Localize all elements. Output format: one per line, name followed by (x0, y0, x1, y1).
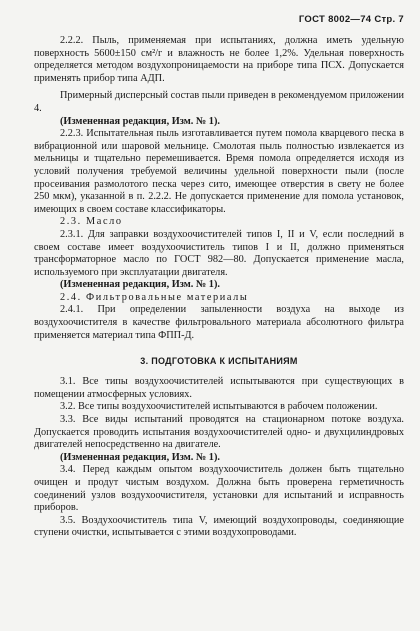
paragraph-3-4: 3.4. Перед каждым опытом воздухоочиститель должен быть тщательно очищен и продут чистым воздухом. Должна быть проверена герметичность соединений узлов воздухоочистителя, установки для испытаний и исправность приборов. (34, 464, 404, 514)
paragraph-3-1: 3.1. Все типы воздухоочистителей испытываются при существующих в помещении атмосферных условиях. (34, 376, 404, 400)
paragraph-3-5: 3.5. Воздухоочиститель типа V, имеющий воздухопроводы, соединяющие ступени очистки, испытывается с этими воздухопроводами. (34, 514, 404, 539)
amendment-note: (Измененная редакция, Изм. № 1). (60, 279, 220, 291)
paragraph-3-3: 3.3. Все виды испытаний проводятся на стационарном потоке воздуха. Допускается проводить испытания воздухоочистителей одно- и двухцилиндровых двигателей непосредственно на двигателе. (34, 414, 404, 451)
section-3-title: 3. ПОДГОТОВКА К ИСПЫТАНИЯМ (140, 356, 298, 367)
paragraph-2-2-2: 2.2.2. Пыль, применяемая при испытаниях, должна иметь удельную поверхность 5600±150 см²/г и влажность не более 1,2%. Удельная поверхность определяется методом воздухопроницаемости на приборе типа ПСХ. Допускается применять прибор типа АДП. (34, 35, 404, 84)
paragraph-2-3-1: 2.3.1. Для заправки воздухоочистителей типов I, II и V, если последний в своем составе имеет воздухоочиститель типов I и II, должно применяться трансформаторное масло по ГОСТ 982—80. Допускается применение масла, используемого при эксплуатации двигателя. (34, 228, 404, 278)
paragraph-2-2-3: 2.2.3. Испытательная пыль изготавливается путем помола кварцевого песка в вибрационной или шаровой мельнице. Смолотая пыль полностью извлекается из мельницы и тщательно перемешивается. Время помола определяется исходя из условий получения требуемой величины удельной поверхности пыли (после просеивания размолотого песка через сито, имеющее отверстия в свету не более 250 мкм), указанной в п. 2.2.2. Не допускается применение для помола установок, имеющих в своем составе классификаторы. (34, 128, 404, 215)
paragraph-disperse-composition: Примерный дисперсный состав пыли приведен в рекомендуемом приложении 4. (34, 90, 404, 114)
paragraph-2-4-1: 2.4.1. При определении запыленности воздуха на выходе из воздухоочистителя в качестве фильтровального материала абсолютного фильтра применяется материал типа ФПП-Д. (34, 304, 404, 341)
amendment-note: (Измененная редакция, Изм. № 1). (60, 451, 220, 463)
heading-2-4-filter-materials: 2.4. Фильтровальные материалы (60, 291, 249, 303)
amendment-note: (Измененная редакция, Изм. № 1). (60, 115, 220, 127)
page-header: ГОСТ 8002—74 Стр. 7 (298, 14, 404, 25)
heading-2-3-oil: 2.3. Масло (60, 216, 123, 228)
paragraph-3-2: 3.2. Все типы воздухоочистителей испытываются в рабочем положении. (60, 401, 378, 413)
